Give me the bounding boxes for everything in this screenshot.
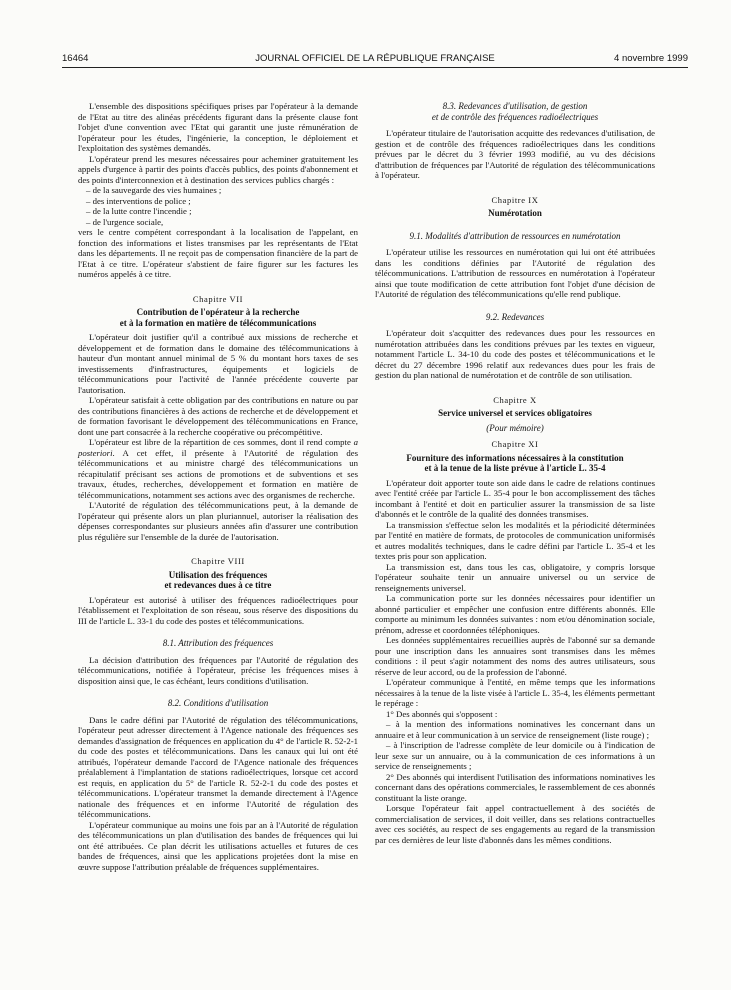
chapter-title: Service universel et services obligatoires (438, 408, 592, 418)
issue-date: 4 novembre 1999 (614, 53, 688, 64)
paragraph: La transmission s'effectue selon les modalités et la périodicité déterminées par l'entité en matière de formats, de protocoles de communication uniformisés et autres modalités techniques, dans le cadre défini par l'article L. 35-4 et les textes pris pour son application. (375, 519, 655, 561)
chapter-title-line: et à la tenue de la liste prévue à l'article L. 35-4 (424, 463, 606, 473)
paragraph: Les données supplémentaires recueillies auprès de l'abonné sur sa demande pour une inscription dans les annuaires sont transmises dans les mêmes conditions : il peut s'agir notamment des noms des autres utilisateurs, sous réserve de leur accord, ou de la profession de l'abonné. (375, 635, 655, 677)
paragraph: L'opérateur doit apporter toute son aide dans le cadre de relations continues avec l'entité créée par l'article L. 35-4 pour le bon accomplissement des tâches incombant à l'entité et doit en particulier assurer la transmission de sa liste d'abonnés et le contrôle de la qualité des données transmises. (375, 477, 655, 519)
list-item: – des interventions de police ; (86, 195, 191, 206)
paragraph: L'opérateur est autorisé à utiliser des fréquences radioélectriques pour l'établissement et l'exploitation de son réseau, sous réserve des dispositions du III de l'article L. 33-1 du code des postes et télécommunications. (78, 594, 358, 626)
paragraph: Lorsque l'opérateur fait appel contractuellement à des sociétés de commercialisation de services, il doit veiller, dans ses relations contractuelles avec ces sociétés, au respect de ses engagements au regard de la transmission par ces dernières de leur liste d'abonnés dans les mêmes conditions. (375, 803, 655, 845)
paragraph: L'opérateur communique au moins une fois par an à l'Autorité de régulation des télécommunications un plan d'utilisation des bandes de fréquences qui lui ont été attribuées. Ce plan décrit les utilisations actuelles et futures de ces bandes de fréquences, ainsi que les applications projetées dont la mise en œuvre suppose l'attribution préalable de fréquences supplémentaires. (78, 819, 358, 872)
chapter-label: Chapitre XI (491, 439, 539, 449)
paragraph: L'opérateur communique à l'entité, en même temps que les informations nécessaires à la tenue de la liste visée à l'article L. 35-4, les éléments permettant le repérage : (375, 677, 655, 708)
list-item: 1° Des abonnés qui s'opposent : (386, 708, 498, 719)
paragraph: vers le centre compétent correspondant à la localisation de l'appelant, en fonction des informations et listes transmises par les représentants de l'Etat dans les départements. Il ne reçoit pas de compensation financière de la part de l'Etat à ce titre. L'opérateur s'abstient de faire figurer sur les factures les numéros appelés à ce titre. (78, 227, 358, 279)
chapter-title-line: Contribution de l'opérateur à la recherche (136, 307, 300, 317)
chapter-label: Chapitre VII (192, 293, 244, 304)
header-rule (62, 67, 688, 68)
chapter-title (78, 307, 358, 328)
list-item: 2° Des abonnés qui interdisent l'utilisation des informations nominatives les concernant dans des opérations commerciales, le rassemblement de ces abonnés constituant la liste orange. (375, 771, 655, 803)
list-item: – de l'urgence sociale, (86, 216, 164, 227)
paragraph: L'opérateur doit s'acquitter des redevances dues pour les ressources en numérotation attribuées dans les conditions prévues par les textes en vigueur, notamment l'article L. 34-10 du code des postes et télécommunications et le décret du 27 décembre 1996 relatif aux redevances dues pour les frais de gestion du plan national de numérotation et de contrôle de son utilisation. (375, 328, 655, 380)
chapter-label: Chapitre VIII (191, 556, 245, 566)
chapter-title-line: Utilisation des fréquences (168, 569, 268, 580)
section-title: 9.2. Redevances (485, 311, 545, 322)
journal-title: JOURNAL OFFICIEL DE LA RÉPUBLIQUE FRANÇAISE (255, 53, 495, 64)
chapter-note: (Pour mémoire) (486, 422, 544, 433)
section-title-line: et de contrôle des fréquences radioélectriques (431, 111, 599, 122)
page-header (62, 53, 688, 67)
paragraph: La transmission est, dans tous les cas, obligatoire, y compris lorsque l'opérateur souhaite tenir un annuaire universel ou un service de renseignements universel. (375, 561, 655, 593)
left-column (78, 101, 358, 872)
chapter-label: Chapitre IX (491, 194, 539, 205)
paragraph (78, 437, 358, 500)
right-column (375, 101, 655, 845)
paragraph: L'opérateur satisfait à cette obligation par des contributions en nature ou par des contributions financières à des actions de recherche et de développement et de formation favorisant le développement des télécommunications en France, dont une part consacrée à la recherche coopérative ou précompétitive. (78, 395, 358, 437)
section-title: 9.1. Modalités d'attribution de ressources en numérotation (409, 230, 621, 241)
paragraph: L'opérateur prend les mesures nécessaires pour acheminer gratuitement les appels d'urgence à partir des points d'accès publics, des points d'abonnement et des points d'interconnexion et à destination des services publics chargés : (78, 153, 358, 185)
text-run: . A cet effet, il présente à l'Autorité de régulation des télécommunications et au ministre chargé des télécommunications un récapitulatif précisant ses actions de promotions et de subventions et ses travaux, études, recherches, développement et formation en matière de télécommunications, notamment ses actions avec des organismes de recherche. (78, 447, 358, 500)
section-title: 8.2. Conditions d'utilisation (167, 698, 269, 708)
paragraph: L'opérateur utilise les ressources en numérotation qui lui ont été attribuées dans les conditions définies par l'Autorité de régulation des télécommunications. L'attribution de ressources en numérotation à l'opérateur ainsi que toute modification de cette attribution font l'objet d'une décision de l'Autorité de régulation des télécommunications qu'elle rend publique. (375, 247, 655, 299)
page-number: 16464 (62, 53, 89, 64)
chapter-title-line: et à la formation en matière de télécommunications (119, 317, 317, 328)
paragraph: La décision d'attribution des fréquences par l'Autorité de régulation des télécommunications, notifiée à l'opérateur, précise les fréquences mises à disposition ainsi que, le cas échéant, leurs conditions d'utilisation. (78, 654, 358, 686)
section-title-line: 8.3. Redevances d'utilisation, de gestion (442, 101, 588, 111)
list-item: – de la lutte contre l'incendie ; (86, 206, 192, 216)
paragraph: L'Autorité de régulation des télécommunications peut, à la demande de l'opérateur qui présente alors un plan pluriannuel, autoriser la réalisation des dépenses correspondantes sur plusieurs années afin d'assurer une contribution plus régulière sur l'ensemble de la durée de l'autorisation. (78, 500, 358, 542)
chapter-title (78, 570, 358, 591)
chapter-title-line: et redevances dues à ce titre (164, 580, 272, 590)
chapter-title (375, 453, 655, 474)
paragraph: L'opérateur titulaire de l'autorisation acquitte des redevances d'utilisation, de gestion et de contrôle des fréquences radioélectriques dans les conditions prévues par le décret du 3 février 1993 modifié, au vu des décisions d'attribution de fréquences par l'Autorité de régulation des télécommunications à l'opérateur. (375, 128, 655, 180)
chapter-title-line: Fourniture des informations nécessaires à la constitution (406, 452, 624, 463)
paragraph: La communication porte sur les données nécessaires pour identifier un abonné particulier et empêcher une confusion entre différents abonnés. Elle comporte au minimum les données suivantes : nom et/ou dénomination sociale, prénom, adresse et coordonnées téléphoniques. (375, 593, 655, 635)
paragraph: L'ensemble des dispositions spécifiques prises par l'opérateur à la demande de l'Etat au titre des alinéas précédents figurant dans la présente clause font l'objet d'une convention avec l'Etat qui garantit une juste rémunération de l'opérateur pour les études, l'ingénierie, la conception, le déploiement et l'exploitation des systèmes demandés. (78, 101, 358, 153)
list-item: – à l'inscription de l'adresse complète de leur domicile ou à l'indication de leur sexe sur un annuaire, ou à la communication de ces informations à un service de renseignements ; (375, 740, 655, 771)
text-run: L'opérateur est libre de la répartition de ces sommes, dont il rend compte (89, 437, 351, 447)
paragraph: L'opérateur doit justifier qu'il a contribué aux missions de recherche et développement et de formation dans le domaine des télécommunications à hauteur d'un montant annuel minimal de 5 % du montant hors taxes de ses investissements d'infrastructures, équipements et logiciels de télécommunications pour l'activité de l'année précédente couverte par l'autorisation. (78, 332, 358, 395)
section-title: 8.1. Attribution des fréquences (162, 638, 274, 648)
section-title (375, 101, 655, 122)
italic-phrase: a posteriori (78, 437, 359, 458)
chapter-label: Chapitre X (493, 394, 537, 405)
paragraph: Dans le cadre défini par l'Autorité de régulation des télécommunications, l'opérateur peut adresser directement à l'Agence nationale des fréquences ses demandes d'assignation de fréquences en application du 4° de l'article R. 52-2-1 du code des postes et télécommunications. Dans les canaux qui lui ont été attribués, l'opérateur demande l'accord de l'Agence nationale des fréquences préalablement à l'implantation de stations radioélectriques, lorsque cet accord est requis, en application du 5° de l'article R. 52-2-1 du code des postes et télécommunications. L'opérateur transmet la demande directement à l'Agence nationale des fréquences et en informe l'Autorité de régulation des télécommunications. (78, 714, 358, 819)
chapter-title: Numérotation (488, 208, 542, 218)
list-item: – de la sauvegarde des vies humaines ; (86, 185, 222, 195)
list-item: – à la mention des informations nominatives les concernant dans un annuaire et à leur communication à un service de renseignement (liste rouge) ; (375, 719, 655, 740)
